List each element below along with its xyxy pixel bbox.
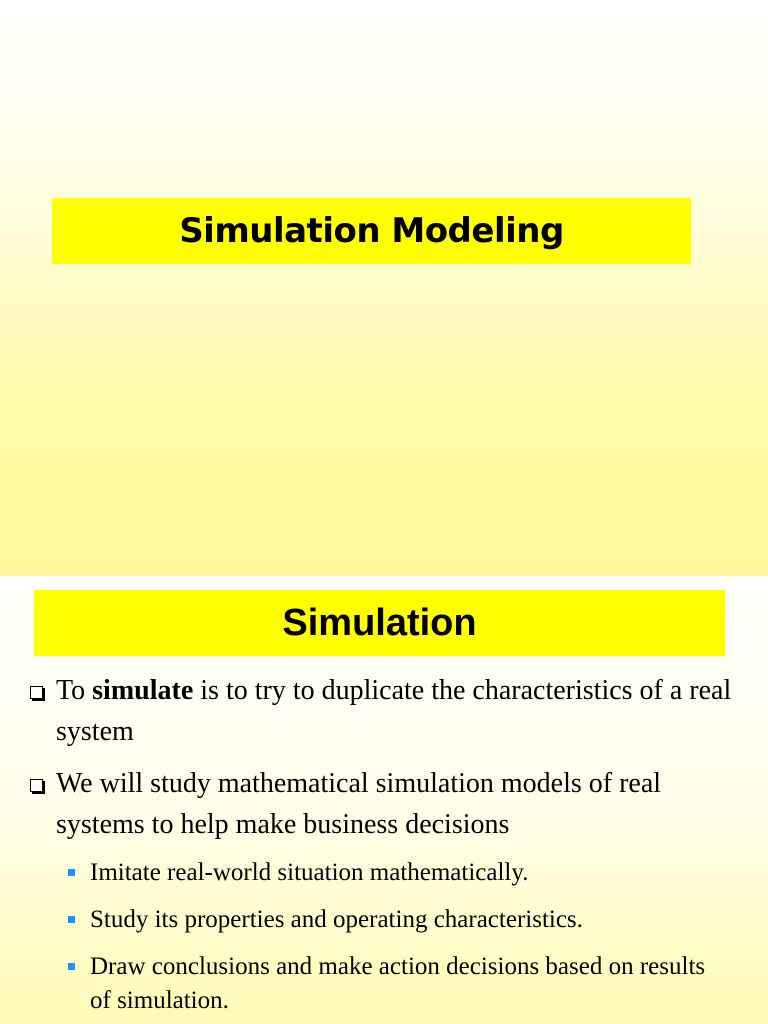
bullet-item	[0, 670, 736, 752]
filled-square-icon	[68, 963, 75, 970]
bullet-text-suffix: is to try to duplicate the characteristics of a real system	[56, 675, 732, 747]
slide-content	[0, 670, 768, 1024]
sub-bullet-item	[0, 950, 730, 1018]
slide-title-text: Simulation Modeling	[179, 211, 564, 251]
title-banner	[34, 590, 725, 656]
sub-bullet-item	[0, 903, 730, 937]
sub-bullet-text: Imitate real-world situation mathematically.	[90, 859, 529, 886]
sub-bullet-item	[0, 856, 730, 890]
bullet-text-bold: simulate	[92, 675, 194, 706]
hollow-square-icon	[30, 779, 43, 792]
slide-simulation	[0, 576, 768, 1024]
title-banner	[52, 198, 691, 264]
slide-heading: Simulation	[282, 601, 477, 644]
filled-square-icon	[68, 916, 75, 923]
sub-bullet-text: Draw conclusions and make action decisions based on results of simulation.	[90, 953, 706, 1014]
filled-square-icon	[68, 869, 75, 876]
bullet-text: We will study mathematical simulation models of real systems to help make business decisions	[56, 768, 662, 840]
bullet-item	[0, 763, 736, 845]
hollow-square-icon	[30, 686, 43, 699]
sub-bullet-text: Study its properties and operating characteristics.	[90, 906, 583, 933]
bullet-text-prefix: To	[56, 675, 93, 706]
